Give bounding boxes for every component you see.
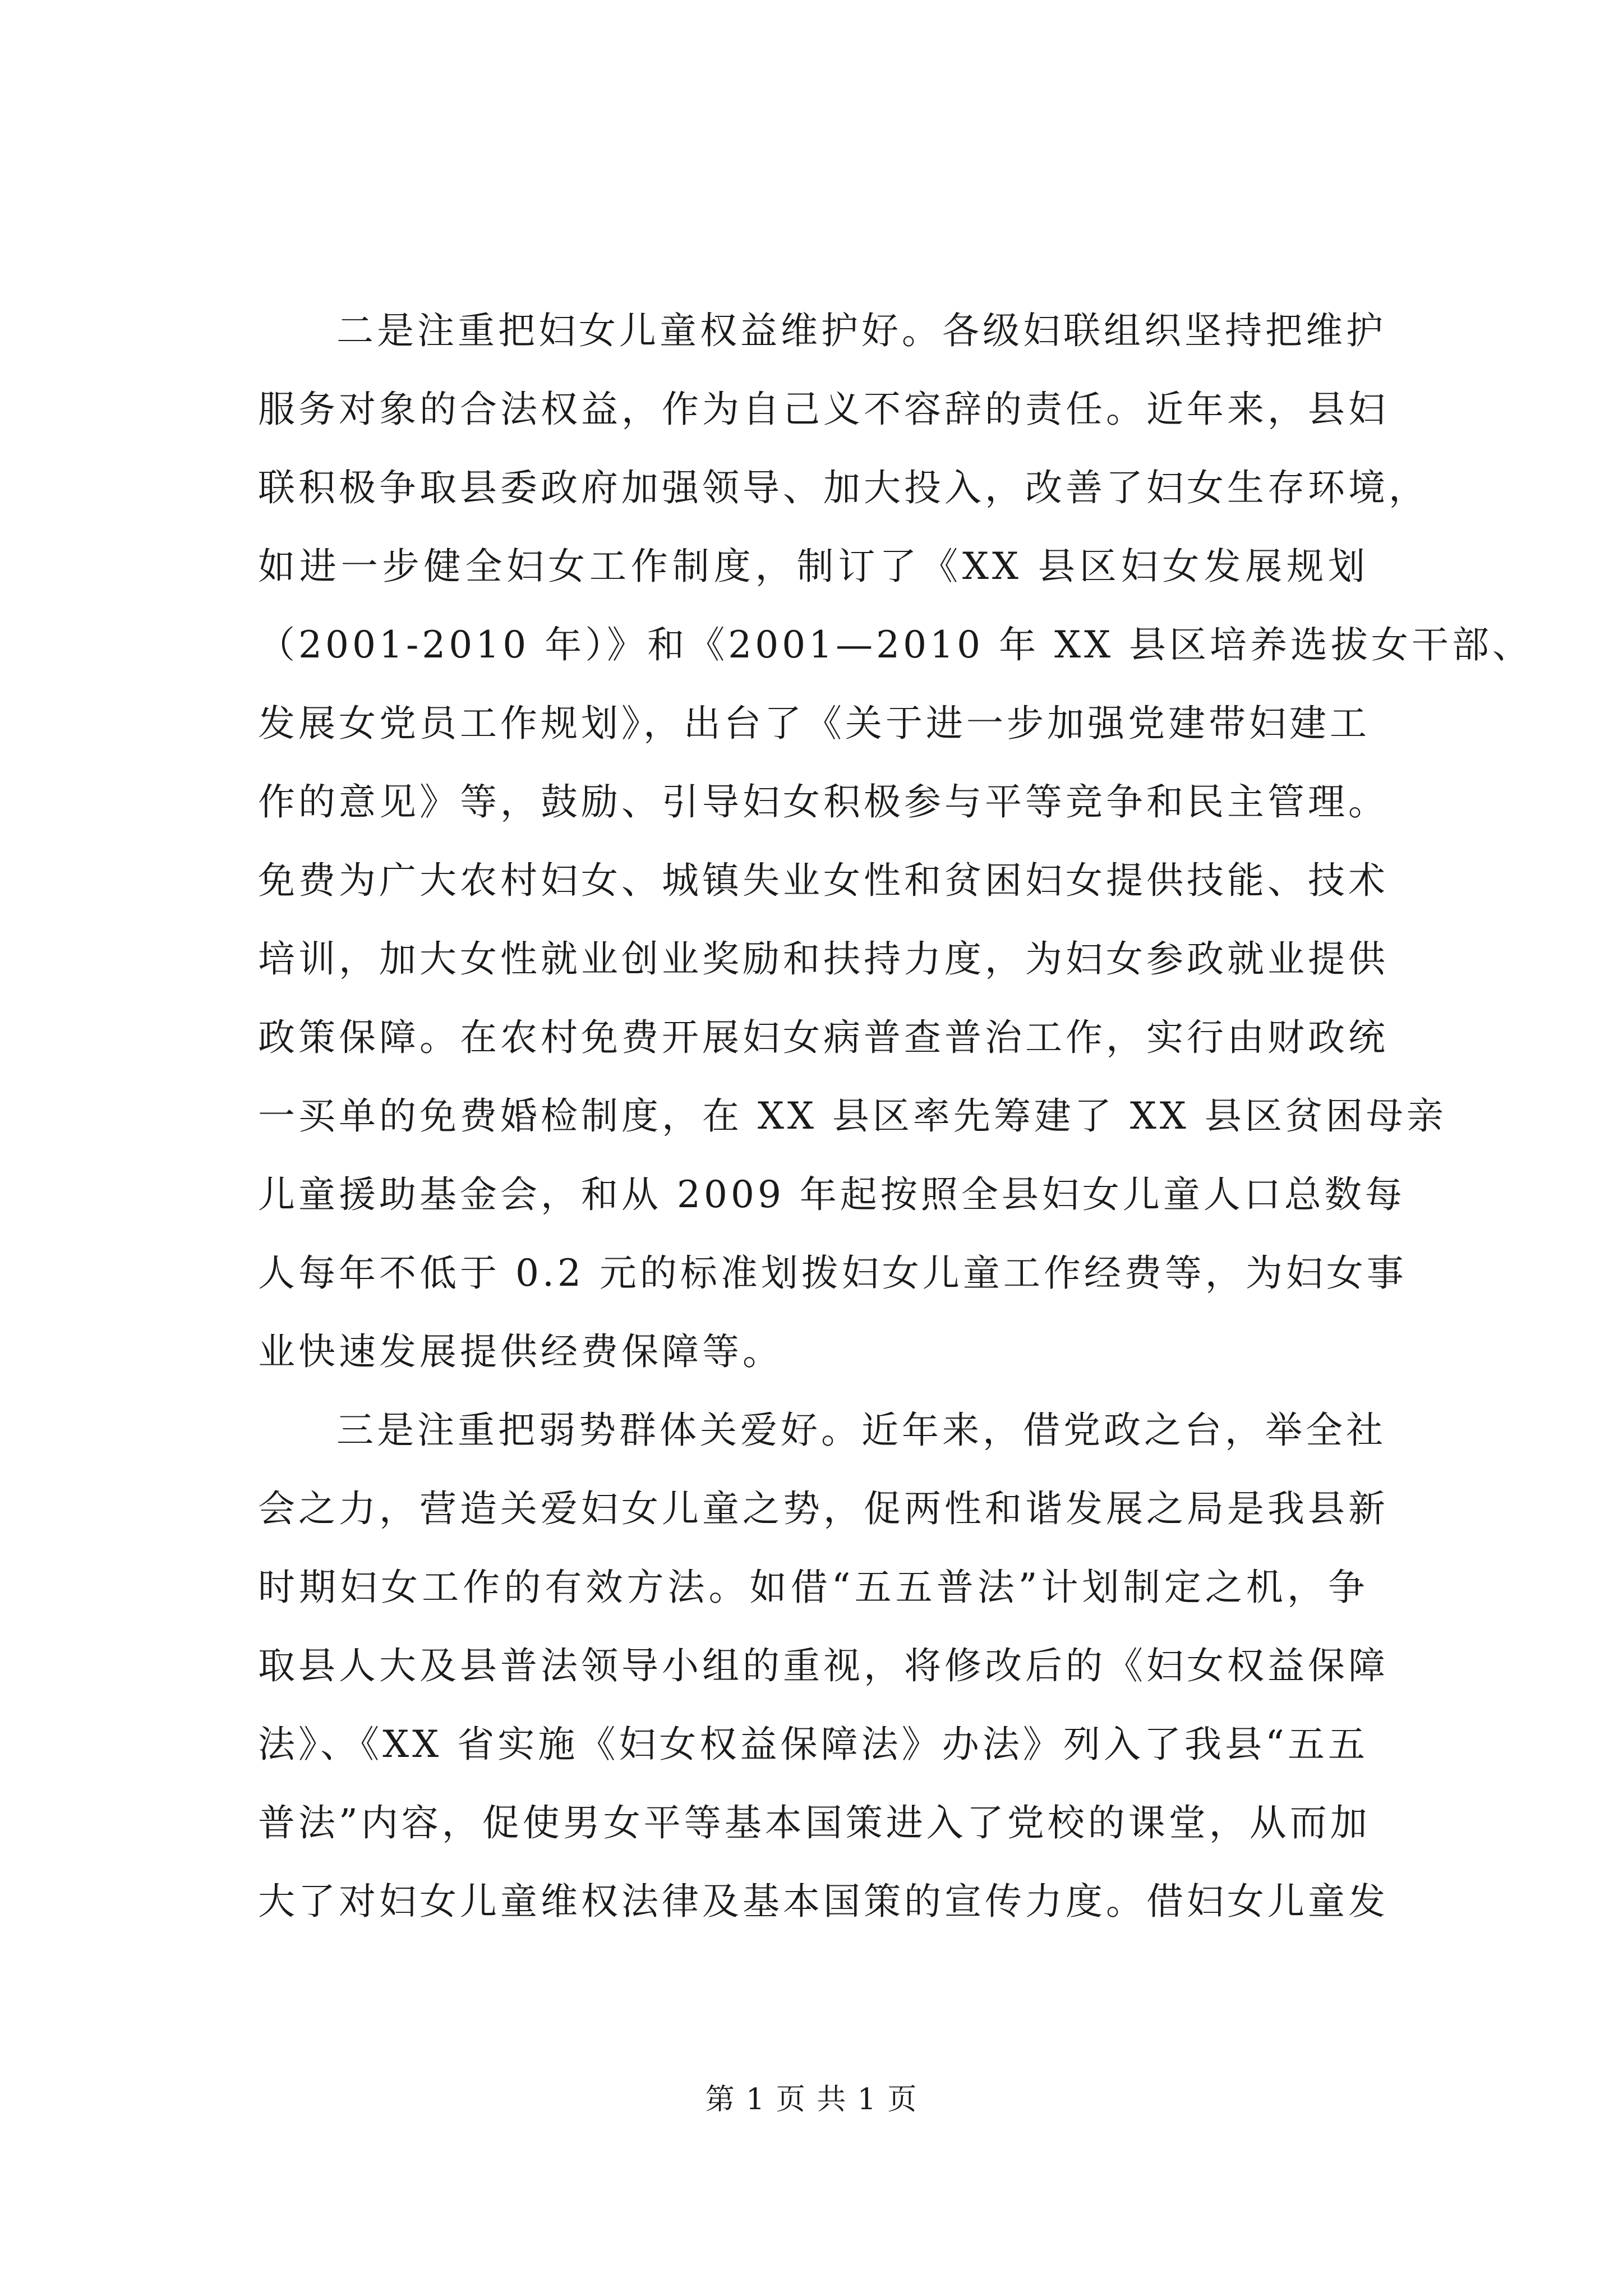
text-line: 取县人大及县普法领导小组的重视，将修改后的《妇女权益保障	[258, 1644, 1389, 1687]
text-line: 三是注重把弱势群体关爱好。近年来，借党政之台，举全社	[336, 1409, 1386, 1452]
text-line: 如进一步健全妇女工作制度，制订了《XX 县区妇女发展规划	[258, 545, 1368, 588]
page-number-label: 第 1 页 共 1 页	[705, 2083, 918, 2116]
text-line: 培训，加大女性就业创业奖励和扶持力度，为妇女参政就业提供	[258, 937, 1389, 981]
text-line: 人每年不低于 0.2 元的标准划拨妇女儿童工作经费等，为妇女事	[258, 1251, 1407, 1295]
text-line: 二是注重把妇女儿童权益维护好。各级妇联组织坚持把维护	[336, 309, 1386, 352]
text-line: 联积极争取县委政府加强领导、加大投入，改善了妇女生存环境，	[258, 466, 1429, 509]
text-line: 普法”内容，促使男女平等基本国策进入了党校的课堂，从而加	[258, 1801, 1371, 1844]
text-line: 一买单的免费婚检制度，在 XX 县区率先筹建了 XX 县区贫困母亲	[258, 1094, 1447, 1138]
text-line: 作的意见》等，鼓励、引导妇女积极参与平等竞争和民主管理。	[258, 780, 1389, 823]
paragraph-2	[258, 1391, 1389, 1941]
text-line: 会之力，营造关爱妇女儿童之势，促两性和谐发展之局是我县新	[258, 1487, 1389, 1530]
text-line: 发展女党员工作规划》，出台了《关于进一步加强党建带妇建工	[258, 702, 1370, 745]
text-line: 业快速发展提供经费保障等。	[258, 1330, 783, 1373]
text-line: 政策保障。在农村免费开展妇女病普查普治工作，实行由财政统	[258, 1016, 1389, 1059]
text-line: 时期妇女工作的有效方法。如借“五五普法”计划制定之机，争	[258, 1566, 1368, 1609]
page-footer	[0, 2076, 1623, 2118]
paragraph-1	[258, 292, 1533, 1391]
text-line: 大了对妇女儿童维权法律及基本国策的宣传力度。借妇女儿童发	[258, 1880, 1389, 1923]
text-line: 服务对象的合法权益，作为自己义不容辞的责任。近年来，县妇	[258, 388, 1389, 431]
text-line: 法》、《XX 省实施《妇女权益保障法》办法》列入了我县“五五	[258, 1723, 1368, 1766]
text-line: （2001-2010 年）》和《2001—2010 年 XX 县区培养选拔女干部、	[258, 623, 1533, 666]
text-line: 儿童援助基金会，和从 2009 年起按照全县妇女儿童人口总数每	[258, 1173, 1405, 1216]
text-line: 免费为广大农村妇女、城镇失业女性和贫困妇女提供技能、技术	[258, 859, 1389, 902]
document-body	[258, 292, 1533, 1941]
